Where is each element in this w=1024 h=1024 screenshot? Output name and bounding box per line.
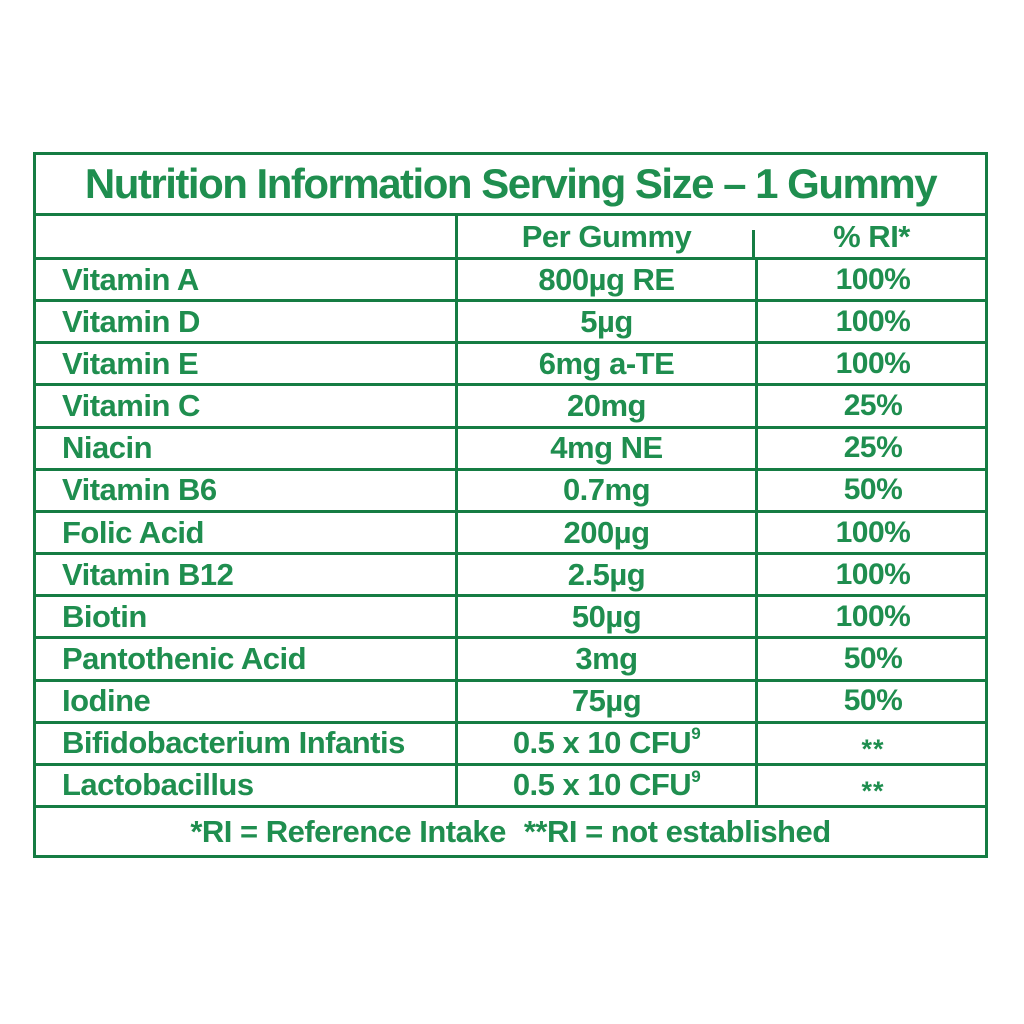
- per-gummy-amount: 50µg: [571, 598, 642, 634]
- table-row: [36, 639, 985, 681]
- nutrient-name: Vitamin A: [62, 261, 199, 297]
- per-gummy-amount: 0.7mg: [562, 472, 651, 508]
- per-gummy-amount-cell: [455, 429, 755, 468]
- nutrient-name: Vitamin B12: [62, 556, 234, 592]
- per-gummy-amount-cell: [455, 682, 755, 721]
- ri-percent-cell: [755, 302, 988, 341]
- nutrient-name-cell: [36, 513, 455, 552]
- per-gummy-amount: 2.5µg: [567, 556, 646, 592]
- ri-percent: 50%: [843, 684, 903, 718]
- ri-percent-cell: [755, 386, 988, 425]
- nutrient-name-cell: [36, 555, 455, 594]
- table-row: [36, 597, 985, 639]
- nutrient-name: Bifidobacterium Infantis: [62, 725, 405, 761]
- nutrient-name-cell: [36, 766, 455, 805]
- per-gummy-amount-cell: [455, 386, 755, 425]
- ri-percent-cell: [755, 471, 988, 510]
- per-gummy-amount: 6mg a-TE: [538, 345, 675, 381]
- nutrient-name-cell: [36, 429, 455, 468]
- ri-percent-cell: [755, 344, 988, 383]
- per-gummy-amount: 200µg: [563, 514, 650, 550]
- header-column-divider: [752, 230, 755, 257]
- nutrient-name: Vitamin E: [62, 345, 199, 381]
- per-gummy-amount: 0.5 x 10 CFU$^9$: [512, 766, 701, 803]
- ri-percent: 100%: [835, 557, 911, 591]
- table-row: [36, 513, 985, 555]
- nutrient-name: Biotin: [62, 598, 147, 634]
- table-title-row: [36, 155, 985, 216]
- ri-percent: **: [861, 775, 885, 806]
- table-row: [36, 429, 985, 471]
- nutrient-name: Niacin: [62, 430, 153, 466]
- per-gummy-amount: 5µg: [580, 303, 633, 339]
- nutrient-name: Vitamin B6: [62, 472, 217, 508]
- per-gummy-amount: 20mg: [567, 388, 646, 424]
- per-gummy-amount: 4mg NE: [550, 430, 663, 466]
- table-row: [36, 682, 985, 724]
- ri-percent: 50%: [843, 473, 903, 507]
- table-body: [36, 260, 985, 808]
- ri-percent: 100%: [835, 599, 911, 633]
- per-gummy-amount-cell: [455, 724, 755, 763]
- table-title: Nutrition Information Serving Size – 1 Gummy: [84, 160, 937, 207]
- ri-percent: 100%: [835, 262, 911, 296]
- nutrient-name-cell: [36, 386, 455, 425]
- per-gummy-amount-cell: [455, 639, 755, 678]
- header-nutrient-column: [36, 216, 455, 257]
- nutrient-name-cell: [36, 724, 455, 763]
- nutrient-name-cell: [36, 639, 455, 678]
- ri-percent: 25%: [843, 389, 903, 423]
- per-gummy-amount-cell: [455, 555, 755, 594]
- ri-percent-cell: [755, 513, 988, 552]
- ri-percent-cell: [755, 597, 988, 636]
- per-gummy-amount-cell: [455, 513, 755, 552]
- table-footnote-row: [36, 808, 985, 855]
- ri-percent: 100%: [835, 515, 911, 549]
- amount-superscript: 9: [691, 724, 701, 744]
- ri-percent-cell: [755, 639, 988, 678]
- nutrient-name-cell: [36, 302, 455, 341]
- ri-percent: 100%: [835, 304, 911, 338]
- amount-superscript: 9: [691, 766, 701, 786]
- nutrient-name: Pantothenic Acid: [62, 640, 307, 676]
- nutrient-name-cell: [36, 344, 455, 383]
- per-gummy-amount: 0.5 x 10 CFU$^9$: [512, 724, 701, 761]
- ri-percent: 25%: [843, 431, 903, 465]
- nutrient-name-cell: [36, 471, 455, 510]
- ri-percent-cell: [755, 724, 988, 763]
- table-row: [36, 344, 985, 386]
- nutrient-name: Vitamin C: [62, 388, 200, 424]
- per-gummy-header-label: Per Gummy: [521, 218, 692, 254]
- reference-intake-footnote: *RI = Reference Intake: [190, 813, 506, 849]
- table-row: [36, 471, 985, 513]
- nutrient-name-cell: [36, 260, 455, 299]
- ri-percent-cell: [755, 555, 988, 594]
- ri-header-label: % RI*: [833, 218, 910, 254]
- ri-percent-cell: [755, 429, 988, 468]
- nutrient-name: Iodine: [62, 683, 151, 719]
- per-gummy-amount-cell: [455, 471, 755, 510]
- table-row: [36, 766, 985, 808]
- ri-percent: **: [861, 733, 885, 764]
- table-row: [36, 555, 985, 597]
- per-gummy-amount-cell: [455, 597, 755, 636]
- per-gummy-amount-cell: [455, 344, 755, 383]
- per-gummy-amount-cell: [455, 766, 755, 805]
- ri-percent-cell: [755, 682, 988, 721]
- table-row: [36, 260, 985, 302]
- ri-percent: 50%: [843, 641, 903, 675]
- nutrient-name-cell: [36, 597, 455, 636]
- per-gummy-amount-cell: [455, 260, 755, 299]
- header-per-gummy-column: [455, 216, 755, 257]
- header-ri-column: [755, 216, 988, 257]
- not-established-footnote: **RI = not established: [523, 813, 831, 849]
- ri-percent: 100%: [835, 346, 911, 380]
- ri-percent-cell: [755, 766, 988, 805]
- table-row: [36, 302, 985, 344]
- nutrient-name: Lactobacillus: [62, 767, 254, 803]
- per-gummy-amount-cell: [455, 302, 755, 341]
- nutrient-name-cell: [36, 682, 455, 721]
- table-header-row: [36, 216, 985, 260]
- per-gummy-amount: 75µg: [571, 683, 642, 719]
- nutrition-information-table: [33, 152, 988, 858]
- per-gummy-amount: 800µg RE: [538, 261, 675, 297]
- per-gummy-amount: 3mg: [575, 640, 638, 676]
- nutrient-name: Folic Acid: [62, 514, 204, 550]
- table-row: [36, 724, 985, 766]
- table-row: [36, 386, 985, 428]
- ri-percent-cell: [755, 260, 988, 299]
- nutrient-name: Vitamin D: [62, 303, 200, 339]
